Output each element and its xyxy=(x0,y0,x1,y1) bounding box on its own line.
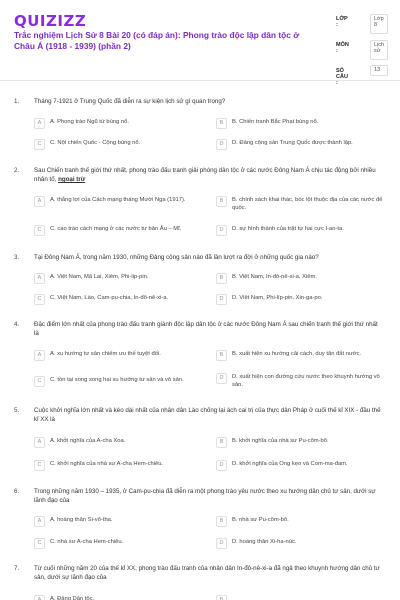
option-text: D. xuất hiện con đường cứu nước theo khuynh hướng vô sản. xyxy=(232,374,380,388)
option-letter: B xyxy=(216,118,227,129)
option-4d[interactable] xyxy=(216,374,386,390)
question-number: 2. xyxy=(14,167,20,174)
socau-label: SỐ CÂU : xyxy=(336,68,348,86)
option-text: A. hoàng thân Si-vô-tha. xyxy=(50,517,113,523)
option-2d[interactable] xyxy=(216,226,386,236)
option-letter: C xyxy=(34,225,45,236)
option-letter: C xyxy=(34,294,45,305)
option-text: B. nhà sư Pu-côm-bô. xyxy=(232,517,289,523)
option-text: D. Việt Nam, Phi-líp-pin, Xin-ga-po. xyxy=(232,295,323,301)
option-5d[interactable] xyxy=(216,461,386,471)
option-letter: B xyxy=(216,350,227,361)
option-5c[interactable] xyxy=(34,461,209,471)
option-text: A. khởi nghĩa của A-cha Xoa. xyxy=(50,438,126,444)
option-text: C. nhà sư A-cha Hem-chiêu. xyxy=(50,539,124,545)
question-text: Từ cuối những năm 20 của thế kỉ XX, phong trào đấu tranh của nhân dân In-đô-nê-xi-a đã ngả theo khuynh hướng dân chủ tư sản, dưới sự lãnh đạo của xyxy=(34,565,380,581)
question-number: 5. xyxy=(14,407,20,414)
option-2b[interactable] xyxy=(216,197,386,213)
option-text: A. Phong trào Ngũ tứ bùng nổ. xyxy=(50,119,129,125)
option-text: C. khởi nghĩa của nhà sư A-cha Hem-chiêu. xyxy=(50,461,164,467)
option-letter: D xyxy=(216,225,227,236)
option-2a[interactable] xyxy=(34,197,194,207)
option-3b[interactable] xyxy=(216,274,386,284)
question-emphasis: ngoại trừ xyxy=(58,175,86,183)
option-text: A. Việt Nam, Mã Lai, Xiêm, Phi-lip-pin. xyxy=(50,274,149,280)
question-number: 1. xyxy=(14,98,20,105)
question-text: Sau Chiến tranh thế giới thứ nhất, phong trào đấu tranh giải phóng dân tộc ở các nước Đông Nam Á chịu tác động bởi nhiều nhân tố, ngoại trừ xyxy=(34,167,376,183)
option-letter: D xyxy=(216,139,227,150)
option-letter: C xyxy=(34,139,45,150)
option-5a[interactable] xyxy=(34,438,194,448)
option-letter: C xyxy=(34,460,45,471)
option-text: B. khởi nghĩa của nhà sư Pu-côm-bô. xyxy=(232,438,329,444)
option-4b[interactable] xyxy=(216,351,386,361)
option-text: C. Nội chiến Quốc - Cộng bùng nổ. xyxy=(50,140,141,146)
option-text: C. cao trào cách mạng ở các nước tư bản Âu – Mĩ. xyxy=(50,226,182,232)
option-6a[interactable] xyxy=(34,517,194,527)
lop-value: Lớp 8 xyxy=(370,14,388,34)
option-6d[interactable] xyxy=(216,539,386,549)
option-text: C. tồn tại song song hai xu hướng tư sản và vô sản. xyxy=(50,377,184,383)
option-text: C. Việt Nam, Lào, Cam-pu-chia, In-đô-nê-xi-a. xyxy=(50,295,169,301)
question-text: Đặc điểm lớn nhất của phong trào đấu tranh giành độc lập dân tộc ở các nước Đông Nam Á sau chiến tranh thế giới thứ nhất là xyxy=(34,321,378,337)
socau-value: 13 xyxy=(370,65,388,76)
option-text: A. Đảng Dân tộc. xyxy=(50,596,95,600)
question-text: Tại Đông Nam Á, trong năm 1930, những Đảng cộng sản nào đã lần lượt ra đời ở những quốc gia nào? xyxy=(34,254,319,261)
option-6c[interactable] xyxy=(34,539,194,549)
question-number: 6. xyxy=(14,488,20,495)
option-text: B. chính sách khai thác, bóc lột thuộc địa của các nước đế quốc. xyxy=(232,197,383,211)
option-letter: C xyxy=(34,538,45,549)
quizizz-logo: QUIZIZZ xyxy=(14,12,87,30)
option-text: D. khởi nghĩa của Ong kẹo và Com-ma-đam. xyxy=(232,461,348,467)
question-number: 4. xyxy=(14,321,20,328)
option-letter: C xyxy=(34,376,45,387)
option-1c[interactable] xyxy=(34,140,194,150)
option-6b[interactable] xyxy=(216,517,386,527)
option-2c[interactable] xyxy=(34,226,209,236)
option-letter: A xyxy=(34,118,45,129)
option-letter: B xyxy=(216,196,227,207)
option-5b[interactable] xyxy=(216,438,386,448)
option-3c[interactable] xyxy=(34,295,194,305)
option-1b[interactable] xyxy=(216,119,386,129)
question-text: Trong những năm 1930 – 1935, ở Cam-pu-chia đã diễn ra một phong trào yêu nước theo xu hướng dân chủ tư sản, dưới sự lãnh đạo của xyxy=(34,488,376,504)
option-text: A. thắng lợi của Cách mạng tháng Mười Nga (1917). xyxy=(50,197,186,203)
option-text: B. xuất hiện xu hướng cải cách, duy tân đất nước. xyxy=(232,351,362,357)
question-text: Cuộc khởi nghĩa lớn nhất và kéo dài nhất của nhân dân Lào chống lại ách cai trị của thực dân Pháp ở cuối thế kỉ XIX - đầu thế kỉ XX là xyxy=(34,407,381,423)
worksheet-header xyxy=(0,0,400,86)
option-7a[interactable] xyxy=(34,596,194,600)
option-3a[interactable] xyxy=(34,274,194,284)
option-letter: A xyxy=(34,273,45,284)
option-letter: D xyxy=(216,460,227,471)
option-letter: A xyxy=(34,196,45,207)
option-text: B. Việt Nam, In-đô-nê-xi-a, Xiêm. xyxy=(232,274,317,280)
option-7b[interactable] xyxy=(216,596,386,600)
option-letter: A xyxy=(34,516,45,527)
worksheet-title: Trắc nghiệm Lịch Sử 8 Bài 20 (có đáp án): Phong trào độc lập dân tộc ở Châu Á (1918 - 1939) (phần 2) xyxy=(14,30,300,51)
option-text: D. sự hình thành của trật tự hai cực I-an-ta. xyxy=(232,226,344,232)
mon-value: Lịch sử xyxy=(370,40,388,60)
option-text: D. Đảng cộng sản Trung Quốc được thành lập. xyxy=(232,140,353,146)
option-text: D. hoàng thân Xi-ha-núc. xyxy=(232,539,297,545)
question-text: Tháng 7-1921 ở Trung Quốc đã diễn ra sự kiện lịch sử gì quan trọng? xyxy=(34,98,226,105)
option-4a[interactable] xyxy=(34,351,209,361)
option-letter: B xyxy=(216,516,227,527)
option-4c[interactable] xyxy=(34,377,212,387)
question-number: 7. xyxy=(14,565,20,572)
option-1a[interactable] xyxy=(34,119,194,129)
option-text: B. Chiến tranh Bắc Phạt bùng nổ. xyxy=(232,119,319,125)
option-letter: D xyxy=(216,538,227,549)
option-letter: B xyxy=(216,595,227,600)
option-text: A. xu hướng tư sản chiếm ưu thế tuyệt đối. xyxy=(50,351,161,357)
option-1d[interactable] xyxy=(216,140,386,150)
option-letter: A xyxy=(34,350,45,361)
option-letter: B xyxy=(216,273,227,284)
header-divider xyxy=(0,80,400,81)
option-letter: D xyxy=(216,373,227,384)
mon-label: MÔN : xyxy=(336,42,349,54)
question-number: 3. xyxy=(14,254,20,261)
option-3d[interactable] xyxy=(216,295,386,305)
option-letter: A xyxy=(34,595,45,600)
option-letter: D xyxy=(216,294,227,305)
lop-label: LỚP : xyxy=(336,16,348,28)
option-letter: A xyxy=(34,437,45,448)
option-letter: B xyxy=(216,437,227,448)
